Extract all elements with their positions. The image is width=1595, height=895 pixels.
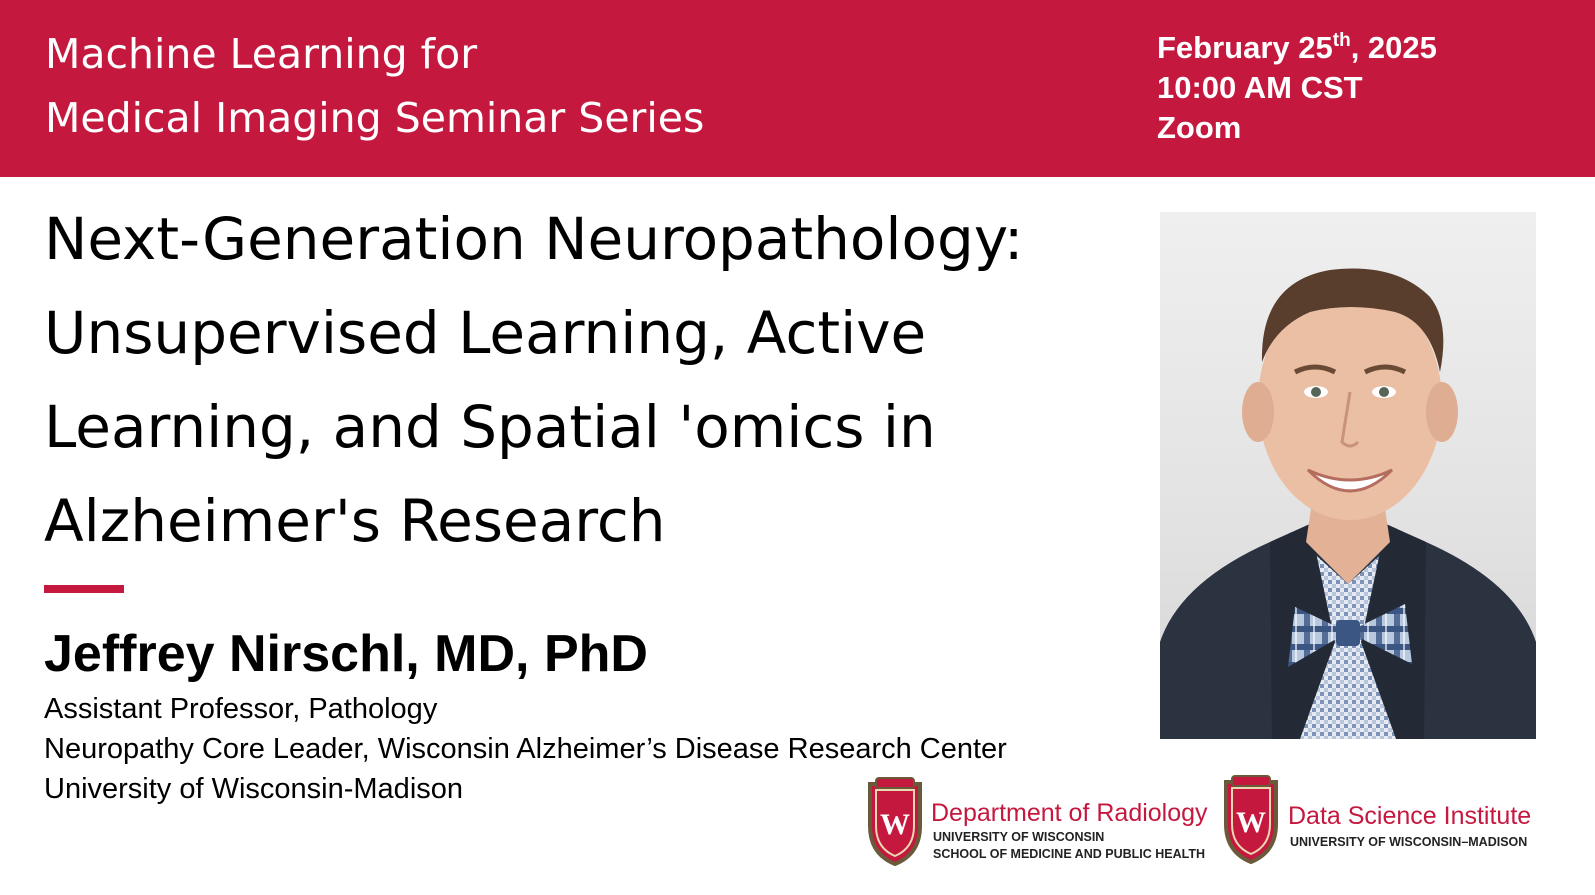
dsi-logo-name: Data Science Institute xyxy=(1288,802,1532,830)
uw-crest-icon xyxy=(866,776,924,866)
event-date-ordinal: th xyxy=(1332,30,1351,51)
event-date-year: , 2025 xyxy=(1350,30,1437,65)
accent-divider xyxy=(44,585,124,593)
radiology-logo-line-2: SCHOOL OF MEDICINE AND PUBLIC HEALTH xyxy=(933,847,1205,861)
event-location: Zoom xyxy=(1157,110,1242,145)
speaker-role: Assistant Professor, Pathology xyxy=(44,693,438,725)
radiology-logo-subtitle xyxy=(933,829,1205,863)
event-date xyxy=(1157,28,1437,68)
uw-crest-icon xyxy=(1222,774,1280,864)
talk-title-line: Unsupervised Learning, Active xyxy=(44,299,927,367)
crest-letter: W xyxy=(1236,806,1266,839)
speaker-portrait-illustration xyxy=(1160,212,1536,739)
speaker-role: Neuropathy Core Leader, Wisconsin Alzheimer’s Disease Research Center xyxy=(44,733,1007,765)
radiology-logo-name: Department of Radiology xyxy=(931,799,1208,827)
speaker-name: Jeffrey Nirschl, MD, PhD xyxy=(44,625,648,683)
speaker-photo xyxy=(1160,212,1536,739)
crest-letter: W xyxy=(880,808,910,841)
radiology-logo-line-1: UNIVERSITY OF WISCONSIN xyxy=(933,830,1105,844)
series-title xyxy=(45,22,704,150)
talk-title-line: Next-Generation Neuropathology: xyxy=(44,205,1024,273)
talk-title-line: Learning, and Spatial 'omics in xyxy=(44,393,936,461)
talk-title-line: Alzheimer's Research xyxy=(44,487,666,555)
speaker-details xyxy=(44,689,1007,809)
sponsor-logos xyxy=(866,772,1566,872)
dsi-logo-subtitle xyxy=(1290,834,1527,851)
series-title-line-1: Machine Learning for xyxy=(45,30,478,78)
header-banner xyxy=(0,0,1595,177)
event-date-main: February 25 xyxy=(1157,30,1333,65)
event-time: 10:00 AM CST xyxy=(1157,70,1363,105)
series-title-line-2: Medical Imaging Seminar Series xyxy=(45,94,705,142)
speaker-affiliation: University of Wisconsin-Madison xyxy=(44,773,464,805)
talk-title xyxy=(44,192,1154,568)
event-info xyxy=(1157,28,1437,148)
dsi-logo-line-1: UNIVERSITY OF WISCONSIN–MADISON xyxy=(1290,835,1528,849)
